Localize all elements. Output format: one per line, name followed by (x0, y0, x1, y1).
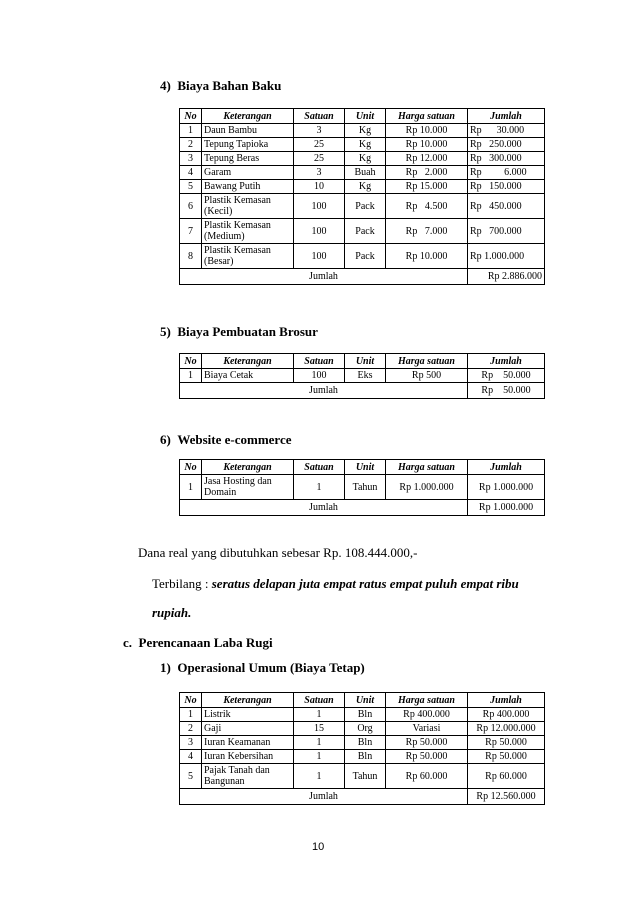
table-row (180, 152, 545, 166)
table-row (180, 180, 545, 194)
table-cell: Daun Bambu (202, 124, 294, 138)
table-cell: Rp 50.000 (386, 736, 468, 750)
table-cell: 5 (180, 764, 202, 789)
table-cell: 100 (294, 369, 345, 383)
column-header: Satuan (294, 693, 345, 708)
table-cell: Rp 10.000 (386, 138, 468, 152)
table-row (180, 750, 545, 764)
table-row (180, 244, 545, 269)
column-header: Jumlah (468, 460, 545, 475)
table-cell: 7 (180, 219, 202, 244)
table-row (180, 708, 545, 722)
table-row (180, 124, 545, 138)
table-cell: Gaji (202, 722, 294, 736)
column-header: Harga satuan (386, 354, 468, 369)
terbilang-label: Terbilang : (152, 576, 212, 591)
table-cell: Iuran Keamanan (202, 736, 294, 750)
table-cell: Rp 7.000 (386, 219, 468, 244)
dana-real-text: Dana real yang dibutuhkan sebesar Rp. 108.444.000,- (138, 545, 418, 560)
table-cell: Pack (345, 194, 386, 219)
table-cell: Rp 50.000 (468, 369, 545, 383)
table-cell: Rp 1.000.000 (468, 475, 545, 500)
table-row (180, 219, 545, 244)
column-header: No (180, 460, 202, 475)
total-row (180, 383, 545, 399)
total-row (180, 789, 545, 805)
table-cell: Kg (345, 180, 386, 194)
terbilang-line-2 (152, 605, 191, 621)
column-header: Harga satuan (386, 693, 468, 708)
table-cell: Org (345, 722, 386, 736)
table-cell: Rp 400.000 (386, 708, 468, 722)
table-cell: Tahun (345, 764, 386, 789)
column-header: Harga satuan (386, 109, 468, 124)
table-cell: Rp 50.000 (468, 750, 545, 764)
total-value: Rp 50.000 (468, 383, 545, 399)
table-cell: Rp 10.000 (386, 244, 468, 269)
terbilang-words-1: seratus delapan juta empat ratus empat puluh empat ribu (211, 576, 519, 591)
table-cell: 25 (294, 138, 345, 152)
section-c-heading: c. Perencanaan Laba Rugi (123, 635, 273, 650)
column-header: No (180, 354, 202, 369)
section-c1-heading: 1) Operasional Umum (Biaya Tetap) (160, 660, 365, 675)
table-cell: Tepung Tapioka (202, 138, 294, 152)
table-cell: 25 (294, 152, 345, 166)
table-cell: Rp 400.000 (468, 708, 545, 722)
column-header: Keterangan (202, 109, 294, 124)
table-row (180, 369, 545, 383)
table-row (180, 736, 545, 750)
terbilang-line (152, 576, 519, 592)
column-header: Keterangan (202, 354, 294, 369)
column-header: Jumlah (468, 109, 545, 124)
table-row (180, 764, 545, 789)
table-cell: 2 (180, 722, 202, 736)
table-cell: Eks (345, 369, 386, 383)
table-cell: Tahun (345, 475, 386, 500)
table-cell: Plastik Kemasan (Medium) (202, 219, 294, 244)
total-row (180, 269, 545, 285)
table-row (180, 722, 545, 736)
table-cell: 6 (180, 194, 202, 219)
table-cell: 100 (294, 219, 345, 244)
table-row (180, 166, 545, 180)
table-cell: Jasa Hosting dan Domain (202, 475, 294, 500)
column-header: No (180, 693, 202, 708)
table-cell: Rp 12.000.000 (468, 722, 545, 736)
table-cell: 3 (180, 736, 202, 750)
table-cell: Rp 250.000 (468, 138, 545, 152)
table-cell: Rp 2.000 (386, 166, 468, 180)
table-cell: 1 (294, 708, 345, 722)
table-cell: Rp 150.000 (468, 180, 545, 194)
table-website (179, 459, 545, 516)
section-6-heading: 6) Website e-commerce (160, 432, 292, 447)
total-label: Jumlah (180, 500, 468, 516)
total-row (180, 500, 545, 516)
column-header: Jumlah (468, 693, 545, 708)
table-cell: Rp 300.000 (468, 152, 545, 166)
table-biaya-bahan-baku (179, 108, 545, 285)
total-label: Jumlah (180, 269, 468, 285)
column-header: No (180, 109, 202, 124)
table-cell: Rp 50.000 (386, 750, 468, 764)
table-cell: Pack (345, 219, 386, 244)
table-cell: 3 (294, 166, 345, 180)
column-header: Jumlah (468, 354, 545, 369)
table-operasional-umum (179, 692, 545, 805)
table-cell: 1 (180, 369, 202, 383)
table-cell: 1 (180, 475, 202, 500)
column-header: Unit (345, 354, 386, 369)
table-cell: Pajak Tanah dan Bangunan (202, 764, 294, 789)
column-header: Keterangan (202, 460, 294, 475)
table-cell: Rp 50.000 (468, 736, 545, 750)
column-header: Satuan (294, 354, 345, 369)
column-header: Unit (345, 460, 386, 475)
table-cell: Iuran Kebersihan (202, 750, 294, 764)
section-5-heading: 5) Biaya Pembuatan Brosur (160, 324, 318, 339)
table-cell: Tepung Beras (202, 152, 294, 166)
table-cell: Bln (345, 750, 386, 764)
table-cell: Rp 10.000 (386, 124, 468, 138)
table-cell: Rp 30.000 (468, 124, 545, 138)
total-label: Jumlah (180, 789, 468, 805)
total-value: Rp 12.560.000 (468, 789, 545, 805)
column-header: Unit (345, 109, 386, 124)
table-cell: 100 (294, 244, 345, 269)
table-header-row (180, 109, 545, 124)
table-cell: Plastik Kemasan (Kecil) (202, 194, 294, 219)
table-cell: 1 (294, 764, 345, 789)
table-cell: 4 (180, 750, 202, 764)
table-cell: 1 (294, 736, 345, 750)
table-header-row (180, 354, 545, 369)
table-cell: Bln (345, 736, 386, 750)
table-cell: 3 (180, 152, 202, 166)
table-cell: Rp 4.500 (386, 194, 468, 219)
table-cell: 100 (294, 194, 345, 219)
table-cell: 10 (294, 180, 345, 194)
table-cell: Plastik Kemasan (Besar) (202, 244, 294, 269)
table-cell: Rp 15.000 (386, 180, 468, 194)
table-cell: Bln (345, 708, 386, 722)
table-cell: Kg (345, 152, 386, 166)
total-value: Rp 2.886.000 (468, 269, 545, 285)
column-header: Harga satuan (386, 460, 468, 475)
table-cell: Rp 500 (386, 369, 468, 383)
table-cell: 1 (180, 124, 202, 138)
column-header: Satuan (294, 109, 345, 124)
table-cell: 4 (180, 166, 202, 180)
total-value: Rp 1.000.000 (468, 500, 545, 516)
table-cell: 1 (294, 750, 345, 764)
page-number: 10 (312, 841, 325, 853)
table-cell: Garam (202, 166, 294, 180)
table-row (180, 194, 545, 219)
column-header: Unit (345, 693, 386, 708)
table-cell: Rp 12.000 (386, 152, 468, 166)
table-cell: 3 (294, 124, 345, 138)
column-header: Satuan (294, 460, 345, 475)
table-cell: Buah (345, 166, 386, 180)
table-cell: Rp 450.000 (468, 194, 545, 219)
table-cell: Rp 1.000.000 (386, 475, 468, 500)
terbilang-words-2: rupiah. (152, 605, 192, 620)
table-header-row (180, 460, 545, 475)
table-row (180, 138, 545, 152)
table-cell: Bawang Putih (202, 180, 294, 194)
table-header-row (180, 693, 545, 708)
table-cell: 8 (180, 244, 202, 269)
total-label: Jumlah (180, 383, 468, 399)
table-row (180, 475, 545, 500)
table-cell: Rp 700.000 (468, 219, 545, 244)
table-cell: 2 (180, 138, 202, 152)
section-4-heading: 4) Biaya Bahan Baku (160, 78, 282, 93)
table-cell: Biaya Cetak (202, 369, 294, 383)
table-biaya-brosur (179, 353, 545, 399)
table-cell: Rp 6.000 (468, 166, 545, 180)
table-cell: Kg (345, 124, 386, 138)
table-cell: 1 (180, 708, 202, 722)
table-cell: Listrik (202, 708, 294, 722)
table-cell: 5 (180, 180, 202, 194)
table-cell: Kg (345, 138, 386, 152)
table-cell: Rp 60.000 (386, 764, 468, 789)
table-cell: 1 (294, 475, 345, 500)
table-cell: Rp 60.000 (468, 764, 545, 789)
table-cell: Variasi (386, 722, 468, 736)
table-cell: Rp 1.000.000 (468, 244, 545, 269)
table-cell: 15 (294, 722, 345, 736)
column-header: Keterangan (202, 693, 294, 708)
table-cell: Pack (345, 244, 386, 269)
